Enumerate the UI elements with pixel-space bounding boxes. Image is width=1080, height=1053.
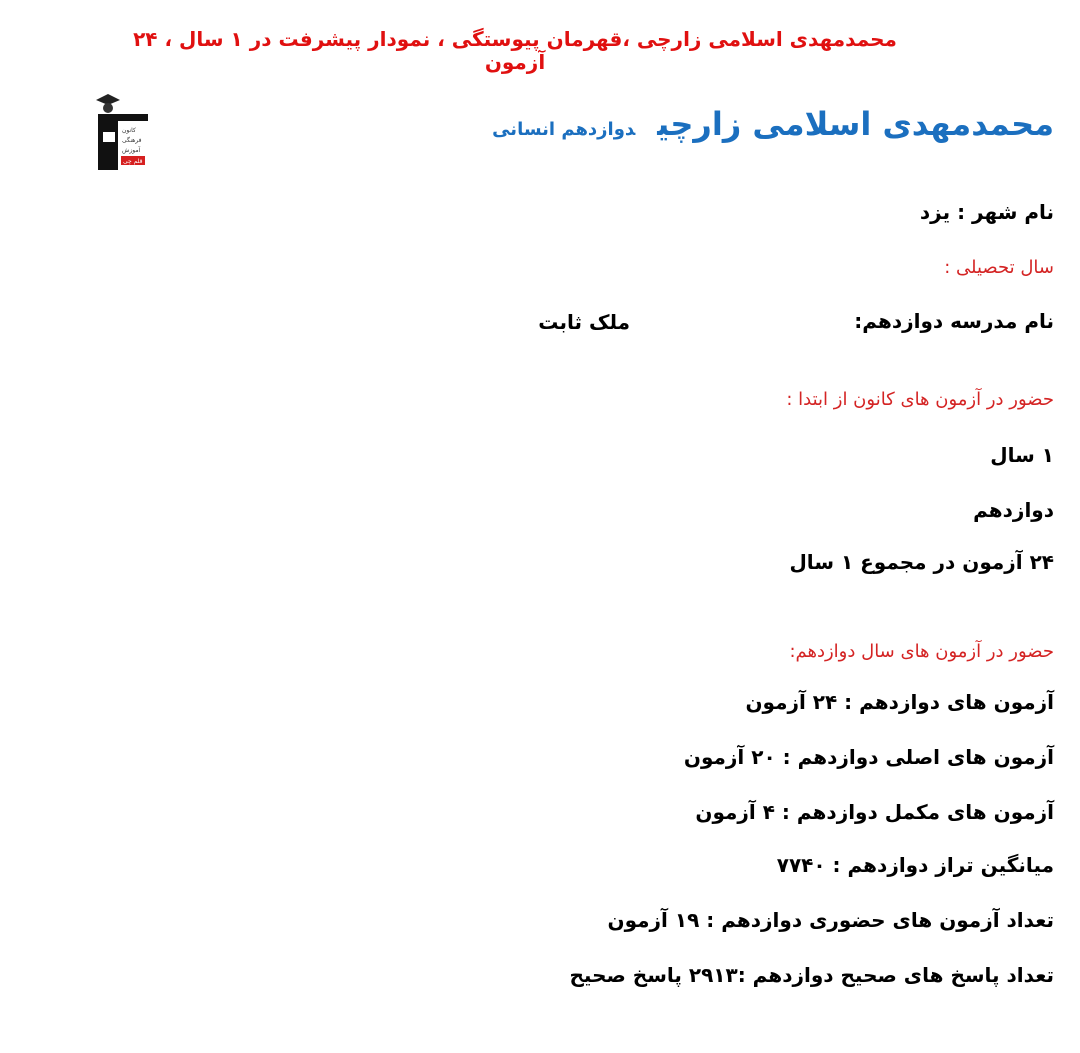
svg-text:آموزش: آموزش xyxy=(122,147,141,154)
academic-year-label: سال تحصیلی : xyxy=(944,257,1054,278)
stat-line: آزمون های مکمل دوازدهم : ۴ آزمون xyxy=(695,800,1054,824)
school-value: ملک ثابت xyxy=(538,310,630,334)
student-name: محمدمهدی اسلامی زارچی xyxy=(657,105,1054,143)
attendance-all-label: حضور در آزمون های کانون از ابتدا : xyxy=(786,389,1054,410)
svg-text:فرهنگی: فرهنگی xyxy=(122,137,142,144)
attendance-line: دوازدهم xyxy=(973,498,1054,522)
stat-line: آزمون های دوازدهم : ۲۴ آزمون xyxy=(745,690,1054,714)
stat-line: تعداد آزمون های حضوری دوازدهم : ۱۹ آزمون xyxy=(607,908,1054,932)
city: نام شهر : یزد xyxy=(919,200,1054,224)
attendance-line: ۲۴ آزمون در مجموع ۱ سال xyxy=(789,550,1054,574)
kanoon-logo xyxy=(94,92,154,172)
attendance-12-label: حضور در آزمون های سال دوازدهم: xyxy=(789,641,1054,662)
stat-line: میانگین تراز دوازدهم : ۷۷۴۰ xyxy=(776,853,1054,877)
student-heading xyxy=(170,106,1054,143)
student-grade: دوازدهم انسانی xyxy=(492,119,636,140)
svg-text:کانون: کانون xyxy=(122,127,136,134)
attendance-line: ۱ سال xyxy=(990,443,1054,467)
svg-text:قلم چی: قلم چی xyxy=(123,158,143,165)
page-header-title: محمدمهدی اسلامی زارچی ،قهرمان پیوستگی ، نمودار پیشرفت در ۱ سال ، ۲۴ آزمون xyxy=(133,27,897,74)
stat-line: آزمون های اصلی دوازدهم : ۲۰ آزمون xyxy=(683,745,1054,769)
school-label: نام مدرسه دوازدهم: xyxy=(854,309,1054,333)
stat-line: تعداد پاسخ های صحیح دوازدهم :۲۹۱۳ پاسخ صحیح xyxy=(569,963,1054,987)
